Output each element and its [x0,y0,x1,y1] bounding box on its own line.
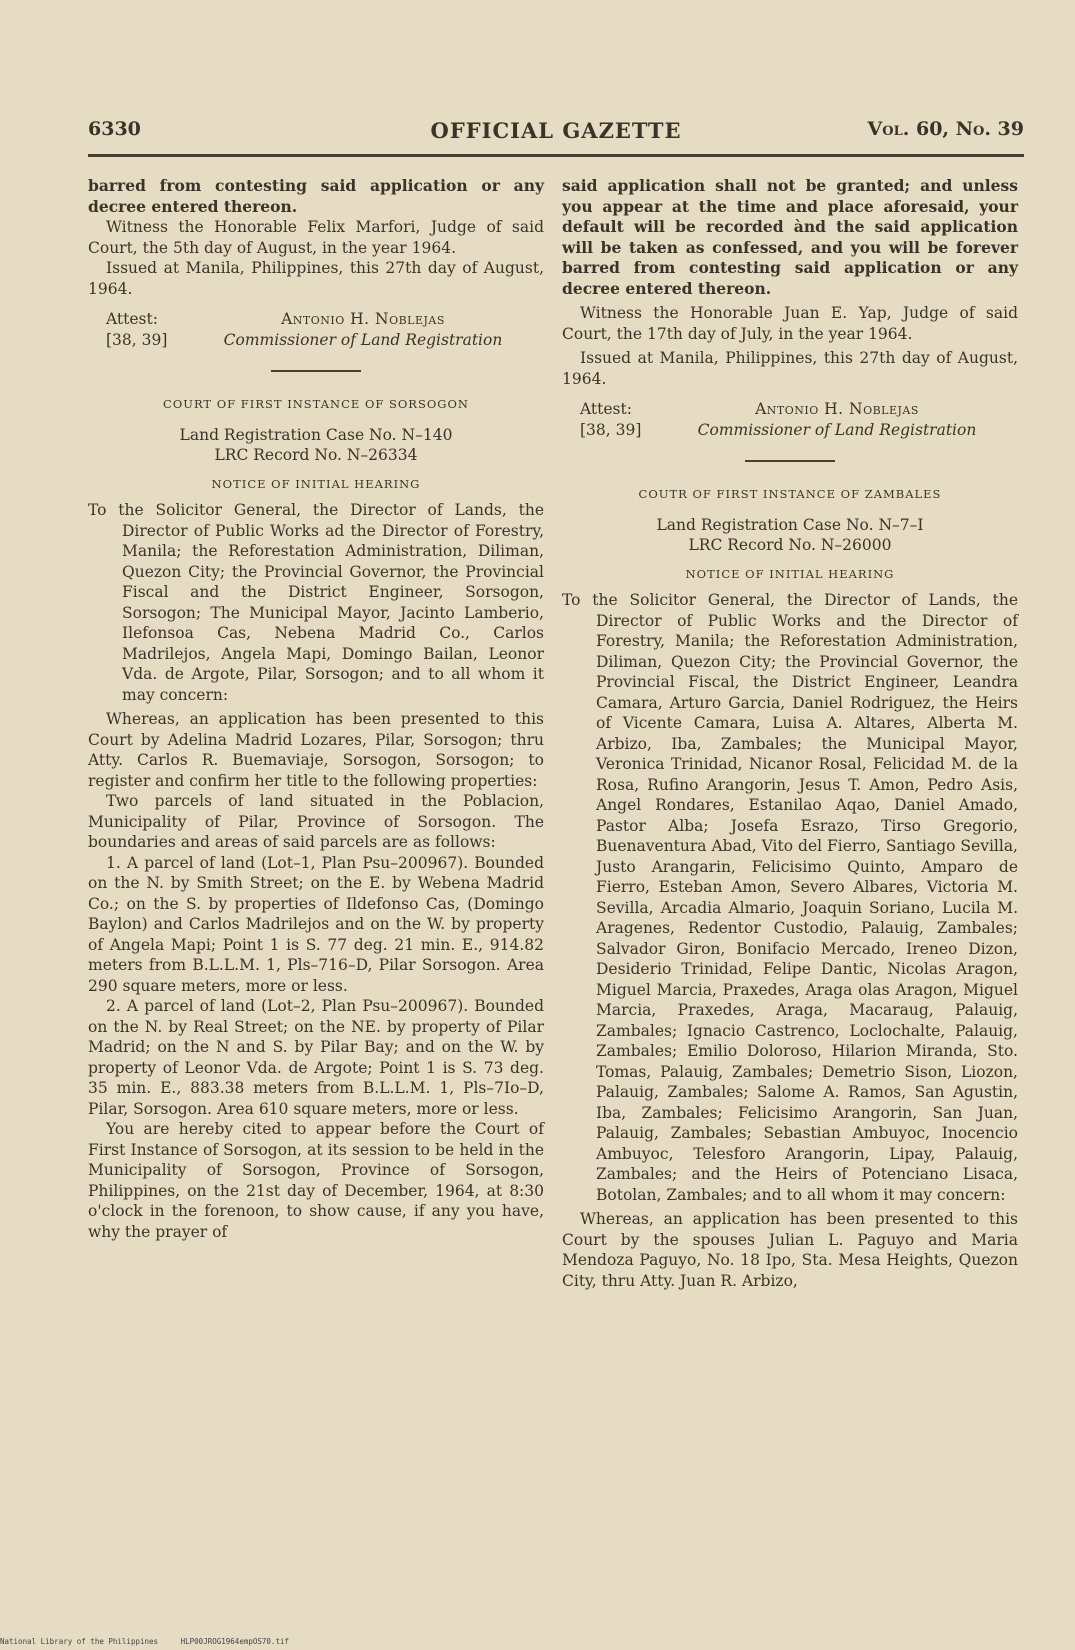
court-heading: COUTR OF FIRST INSTANCE OF ZAMBALES [638,487,942,501]
section-separator [745,460,835,462]
page-header [88,118,1024,148]
continued-text: barred from contesting said application or any decree entered thereon. [88,176,544,216]
scan-filename: HLP00JROG1964empOS70.tif [180,1637,289,1646]
case-number: Land Registration Case No. N–140 [179,425,453,444]
page-number: 6330 [88,118,141,140]
attest-block [88,309,544,350]
witness-paragraph: Witness the Honorable Juan E. Yap, Judge of said Court, the 17th day of July, in the year 1964. [562,304,1018,343]
cited-paragraph: You are hereby cited to appear before the Court of First Instance of Sorsogon, at its session to be held in the Municipality of Sorsogon, Province of Sorsogon, Philippines, on the 21st day of December, 1964, at 8:30 o'clock in the forenoon, to show cause, if any you have, why the prayer of [88,1120,544,1241]
attest-block [562,399,1018,440]
section-separator [271,370,361,372]
attest-ref: [38, 39] [106,330,168,349]
continued-text: said application shall not be granted; and unless you appear at the time and place aforesaid, your default will be recorded ànd the said application will be taken as confessed, and you will be forever barred from contesting said application or any decree entered thereon. [562,176,1018,298]
attest-label: Attest: [106,310,158,328]
left-column [88,176,544,1242]
attest-name: Antonio H. Noblejas [755,400,919,418]
attest-title: Commissioner of Land Registration [697,420,977,439]
attest-title: Commissioner of Land Registration [223,330,503,349]
library-credit: National Library of the Philippines [0,1637,159,1646]
case-number: Land Registration Case No. N–7–I [656,515,924,534]
attest-label: Attest: [580,400,632,418]
addressees-paragraph: To the Solicitor General, the Director of Lands, the Director of Public Works ad the Director of Forestry, Manila; the Reforestation Administration, Diliman, Quezon City; the Provincial Governor, the Provincial Fiscal and the District Engineer, Sorsogon, Sorsogon; The Municipal Mayor, Jacinto Lamberio, Ilefonsoa Cas, Nebena Madrid Co., Carlos Madrilejos, Angela Mapi, Domingo Bailan, Leonor Vda. de Argote, Pilar, Sorsogon; and to all whom it may concern: [88,501,544,704]
right-column [562,176,1018,1291]
addressees-paragraph: To the Solicitor General, the Director of Lands, the Director of Public Works and the Director of Forestry, Manila; the Reforestation Administration, Diliman, Quezon City; the Provincial Governor, the Provincial Fiscal, the District Engineer, Leandra Camara, Arturo Garcia, Daniel Rodriguez, the Heirs of Vicente Camara, Luisa A. Altares, Alberta M. Arbizo, Iba, Zambales; the Municipal Mayor, Veronica Trinidad, Nicanor Rosal, Felicidad M. de la Rosa, Rufino Arangorin, Jesus T. Amon, Pedro Asis, Angel Rondares, Estanilao Aqao, Daniel Amado, Pastor Alba; Josefa Esrazo, Tirso Gregorio, Buenaventura Abad, Vito del Fierro, Santiago Sevilla, Justo Arangarin, Felicisimo Quinto, Amparo de Fierro, Esteban Amon, Severo Albares, Victoria M. Sevilla, Arcadia Almario, Joaquin Soriano, Lucila M. Aragenes, Redentor Custodio, Palauig, Zambales; Salvador Giron, Bonifacio Mercado, Ireneo Dizon, Desiderio Trinidad, Felipe Dantic, Nicolas Aragon, Miguel Marcia, Praxedes, Araga olas Aragon, Miguel Marcia, Praxedes, Araga, Macaraug, Palauig, Zambales; Ignacio Castrenco, Loclochalte, Palauig, Zambales; Emilio Doloroso, Hilarion Miranda, Sto. Tomas, Palauig, Zambales; Demetrio Sison, Liozon, Palauig, Zambales; Salome A. Ramos, San Agustin, Iba, Zambales; Felicisimo Arangorin, San Juan, Palauig, Zambales; Sebastian Ambuyoc, Inocencio Ambuyoc, Telesforo Arangorin, Lipay, Palauig, Zambales; and the Heirs of Potenciano Lisaca, Botolan, Zambales; and to all whom it may concern: [562,591,1018,1204]
record-number: LRC Record No. N–26000 [688,536,892,554]
scan-footer [0,1637,289,1646]
record-number: LRC Record No. N–26334 [214,446,418,464]
witness-paragraph: Witness the Honorable Felix Marfori, Judge of said Court, the 5th day of August, in the year 1964. [88,218,544,257]
parcel-1-paragraph: 1. A parcel of land (Lot–1, Plan Psu–200967). Bounded on the N. by Smith Street; on the E. by Webena Madrid Co.; on the S. by properties of Ildefonso Cas, (Domingo Baylon) and Carlos Madrilejos and on the W. by property of Angela Mapi; Point 1 is S. 77 deg. 21 min. E., 914.82 meters from B.L.L.M. 1, Pls–716–D, Pilar Sorsogon. Area 290 square meters, more or less. [88,853,544,995]
whereas-paragraph: Whereas, an application has been presented to this Court by Adelina Madrid Lozares, Pilar, Sorsogon; thru Atty. Carlos R. Buemaviaje, Sorsogon, Sorsogon; to register and confirm her title to the following properties: [88,710,544,790]
parcel-2-paragraph: 2. A parcel of land (Lot–2, Plan Psu–200967). Bounded on the N. by Real Street; on the NE. by property of Pilar Madrid; on the N and S. by Pilar Bay; and on the W. by property of Leonor Vda. de Argote; Point 1 is S. 73 deg. 35 min. E., 883.38 meters from B.L.L.M. 1, Pls–7Io–D, Pilar, Sorsogon. Area 610 square meters, more or less. [88,997,544,1118]
issued-paragraph: Issued at Manila, Philippines, this 27th day of August, 1964. [562,349,1018,388]
attest-name: Antonio H. Noblejas [281,310,445,328]
volume-number: Vol. 60, No. 39 [867,118,1024,140]
attest-ref: [38, 39] [580,420,642,439]
court-heading: COURT OF FIRST INSTANCE OF SORSOGON [163,397,469,411]
issued-paragraph: Issued at Manila, Philippines, this 27th day of August, 1964. [88,259,544,298]
notice-heading: NOTICE OF INITIAL HEARING [211,476,421,491]
publication-title: OFFICIAL GAZETTE [430,118,682,143]
header-rule [88,154,1024,157]
notice-heading: NOTICE OF INITIAL HEARING [685,566,895,581]
whereas-paragraph: Whereas, an application has been presented to this Court by the spouses Julian L. Paguyo and Maria Mendoza Paguyo, No. 18 Ipo, Sta. Mesa Heights, Quezon City, thru Atty. Juan R. Arbizo, [562,1210,1018,1290]
parcels-paragraph: Two parcels of land situated in the Poblacion, Municipality of Pilar, Province of Sorsogon. The boundaries and areas of said parcels are as follows: [88,792,544,851]
